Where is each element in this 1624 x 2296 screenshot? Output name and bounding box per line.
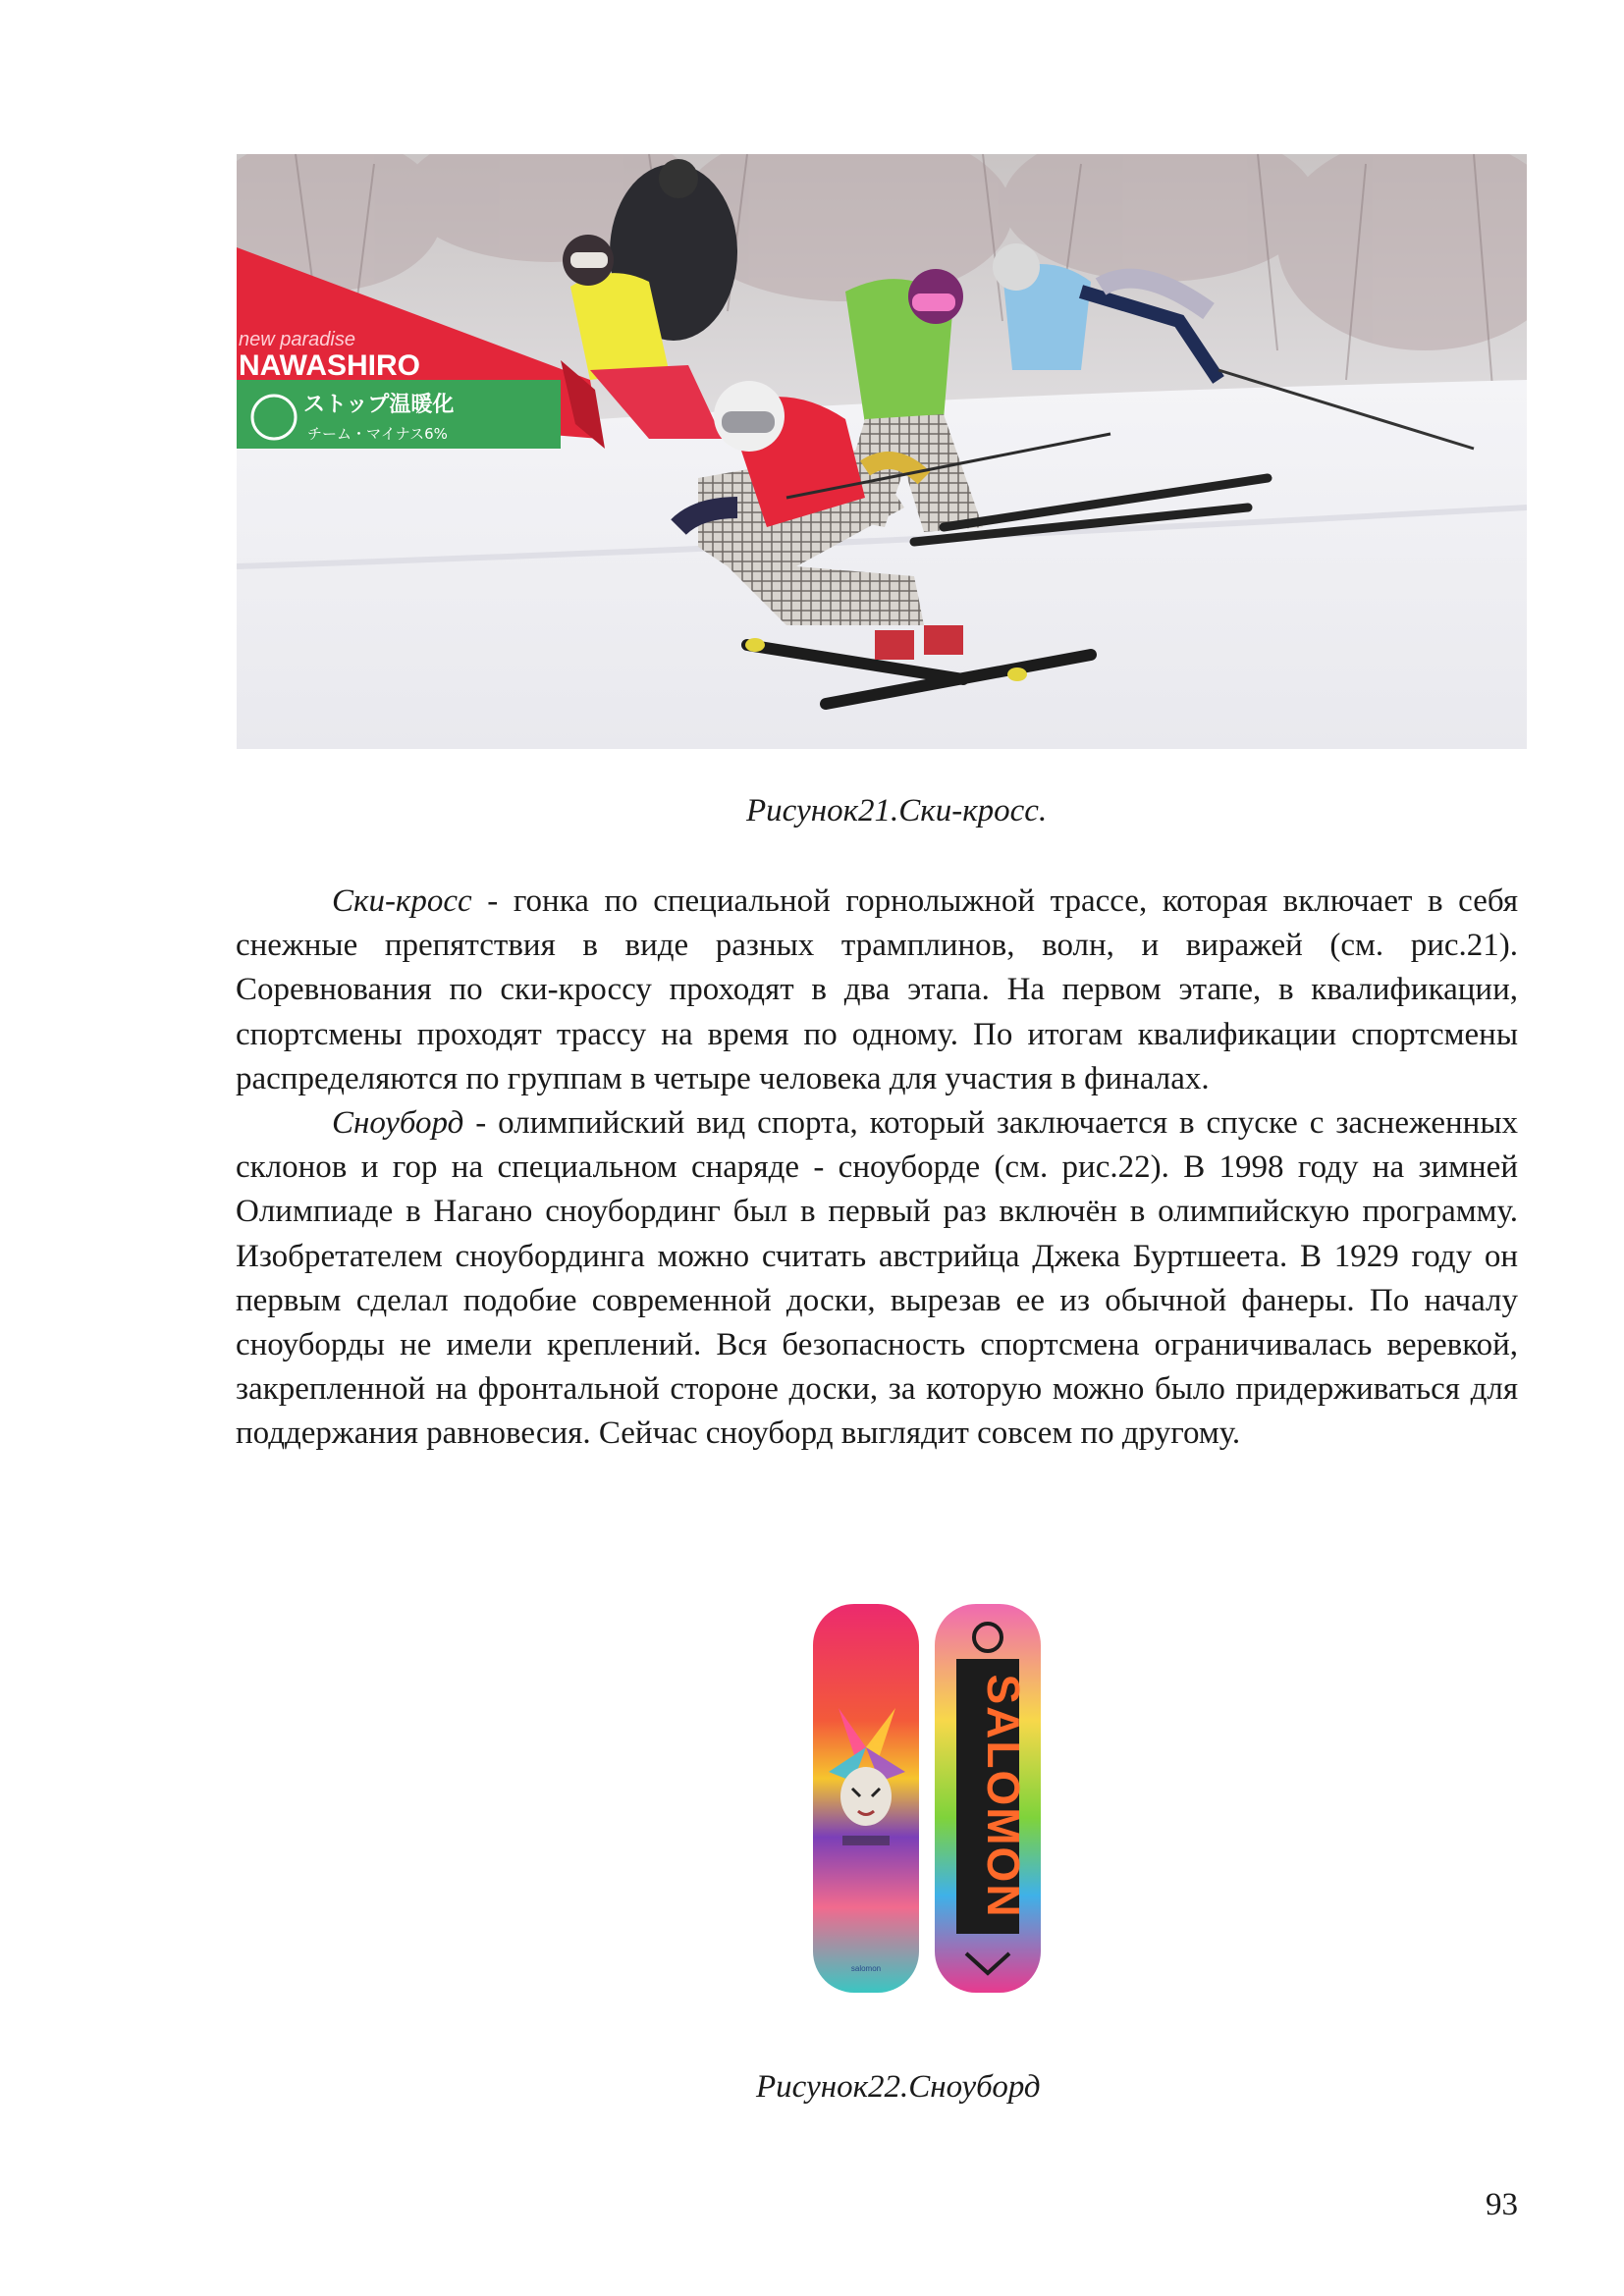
paragraph-snowboard-text: - олимпийский вид спорта, который заключается в спуске с заснеженных склонов и гор на специальном снаряде - сноуборде (см. рис.22). В 1998 году на зимней Олимпиаде в Нагано сноубординг был в первый раз включён в олимпийскую программу. Изобретателем сноубординга можно считать австрийца Джека Буртшеета. В 1929 году он первым сделал подобие современной доски, вырезав ее из обычной фанеры. По началу сноуборды не имели креплений. Вся безопасность спортсмена ограничивалась веревкой, закрепленной на фронтальной стороне доски, за которую можно было придерживаться для поддержания равновесия. Сейчас сноуборд выглядит совсем по другому.	[236, 1105, 1518, 1452]
paragraph-ski-cross-text: - гонка по специальной горнолыжной трассе, которая включает в себя снежные препятствия в виде разных трамплинов, волн, и виражей (см. рис.21). Соревнования по ски-кроссу проходят в два этапа. На первом этапе, в квалификации, спортсмены проходят трассу на время по одному. По итогам квалификации спортсмены распределяются по группам в четыре человека для участия в финалах.	[236, 883, 1518, 1096]
figure21-caption: Рисунок21.Ски-кросс.	[746, 793, 1048, 828]
banner-text-1: new paradise	[239, 329, 355, 350]
snowboard-photo	[809, 1600, 1045, 1999]
paragraph-ski-cross	[236, 880, 1518, 1101]
banner-text-2: NAWASHIRO	[239, 349, 421, 382]
paragraph-snowboard	[236, 1101, 1518, 1457]
term-ski-cross: Ски-кросс	[332, 883, 472, 919]
banner-text-4: チーム・マイナス6%	[307, 425, 448, 443]
figure22-caption: Рисунок22.Сноуборд	[756, 2069, 1041, 2105]
ski-cross-photo	[237, 154, 1527, 749]
banner-text-3: ストップ温暖化	[303, 393, 455, 417]
term-snowboard: Сноуборд	[332, 1105, 464, 1142]
body-text	[236, 880, 1518, 1457]
board-brand: SALOMON	[978, 1674, 1029, 1919]
svg-text:salomon: salomon	[850, 1964, 882, 1973]
page-number: 93	[1486, 2187, 1518, 2222]
